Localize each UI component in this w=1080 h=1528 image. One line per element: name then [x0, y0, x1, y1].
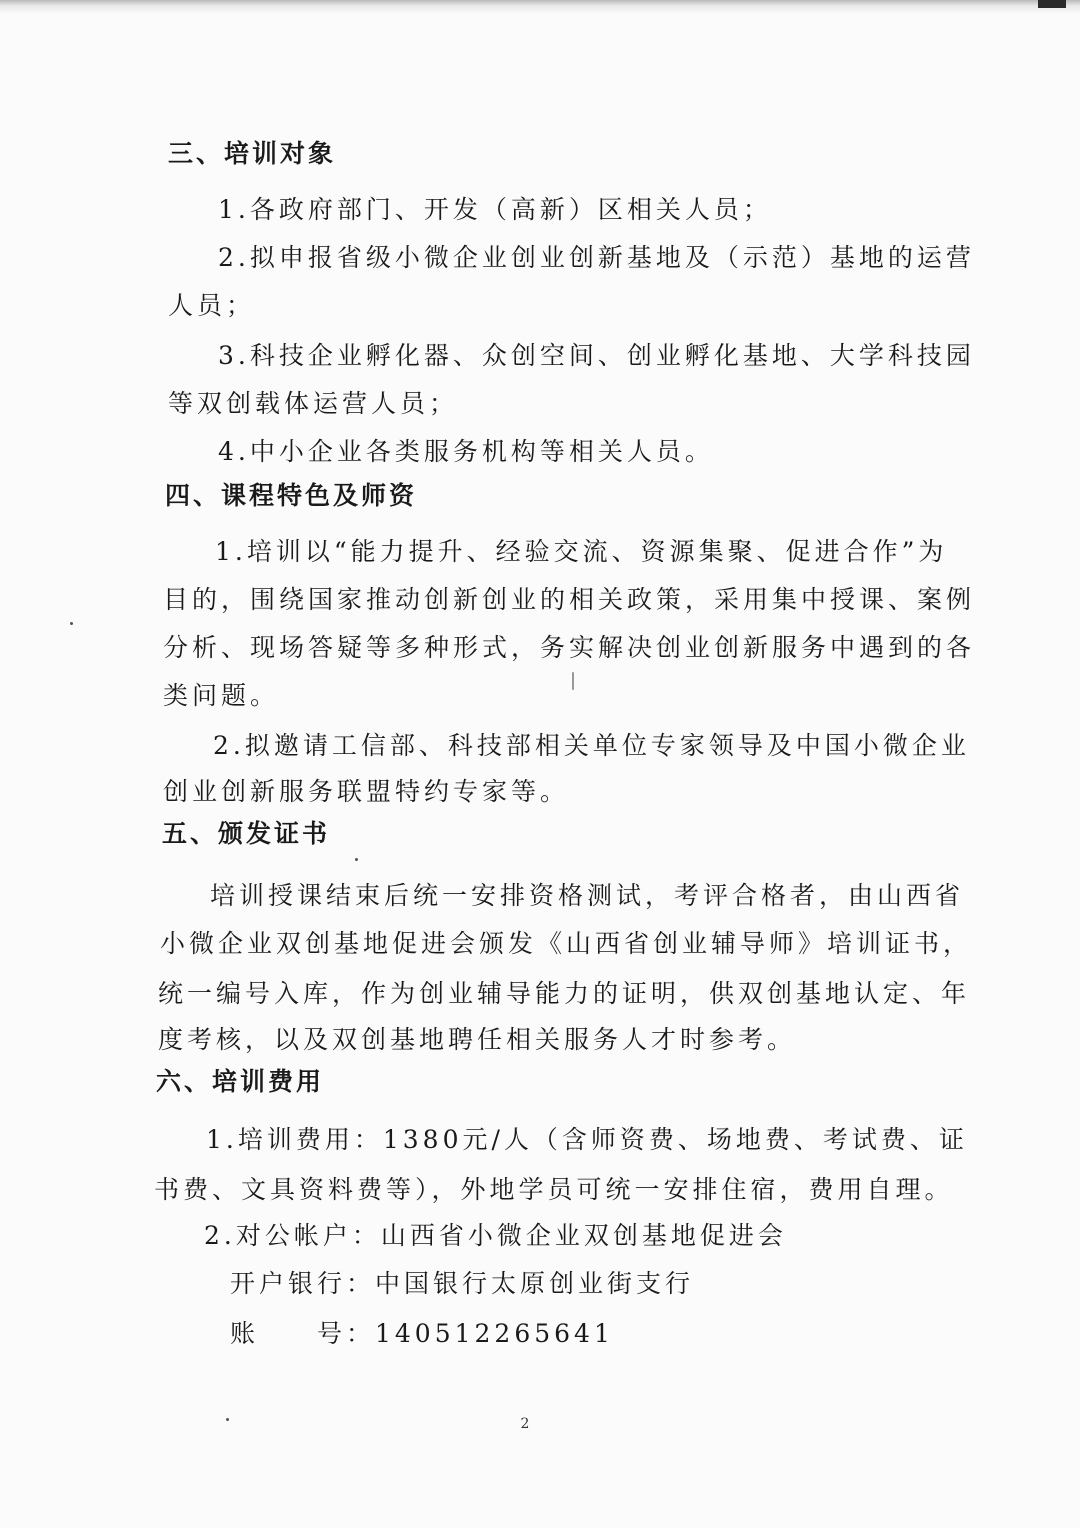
paragraph-line: 3.科技企业孵化器、众创空间、创业孵化基地、大学科技园	[218, 341, 975, 370]
account-line: 账 号：140512265641	[230, 1319, 614, 1348]
paragraph-line: 度考核，以及双创基地聘任相关服务人才时参考。	[158, 1025, 797, 1054]
page-number: 2	[520, 1416, 530, 1432]
paragraph-line: 创业创新服务联盟特约专家等。	[163, 777, 570, 806]
scan-speck	[226, 1418, 229, 1421]
scan-speck	[355, 858, 358, 861]
paragraph-line: 等双创载体运营人员；	[168, 389, 459, 418]
section-heading-training-target: 三、培训对象	[168, 139, 337, 168]
paragraph-line: 小微企业双创基地促进会颁发《山西省创业辅导师》培训证书，	[160, 929, 973, 958]
paragraph-line: 1.培训费用：1380元/人（含师资费、场地费、考试费、证	[206, 1125, 968, 1154]
bank-line: 开户银行：中国银行太原创业街支行	[230, 1269, 695, 1298]
paragraph-line: 书费、文具资料费等），外地学员可统一安排住宿，费用自理。	[154, 1175, 954, 1204]
scan-speck	[70, 622, 73, 625]
paragraph-line: 类问题。	[163, 681, 280, 710]
section-heading-certificate: 五、颁发证书	[162, 819, 331, 848]
paragraph-line: 1.各政府部门、开发（高新）区相关人员；	[218, 195, 772, 224]
paragraph-line: 2.拟邀请工信部、科技部相关单位专家领导及中国小微企业	[213, 731, 970, 760]
paragraph-line: 培训授课结束后统一安排资格测试，考评合格者，由山西省	[210, 881, 965, 910]
paragraph-line: 统一编号入库，作为创业辅导能力的证明，供双创基地认定、年	[158, 979, 971, 1008]
paragraph-line: 分析、现场答疑等多种形式，务实解决创业创新服务中遇到的各	[163, 633, 976, 662]
paragraph-line: 4.中小企业各类服务机构等相关人员。	[218, 437, 714, 466]
paragraph-line: 人员；	[168, 291, 256, 320]
paragraph-line: 2.对公帐户：山西省小微企业双创基地促进会	[204, 1221, 787, 1250]
section-heading-training-fee: 六、培训费用	[156, 1067, 325, 1096]
paragraph-line: 目的，围绕国家推动创新创业的相关政策，采用集中授课、案例	[163, 585, 976, 614]
section-heading-course-features: 四、课程特色及师资	[165, 481, 418, 510]
paragraph-line: 1.培训以“能力提升、经验交流、资源集聚、促进合作”为	[215, 537, 948, 566]
paragraph-line: 2.拟申报省级小微企业创业创新基地及（示范）基地的运营	[218, 243, 975, 272]
scan-speck	[572, 672, 574, 690]
